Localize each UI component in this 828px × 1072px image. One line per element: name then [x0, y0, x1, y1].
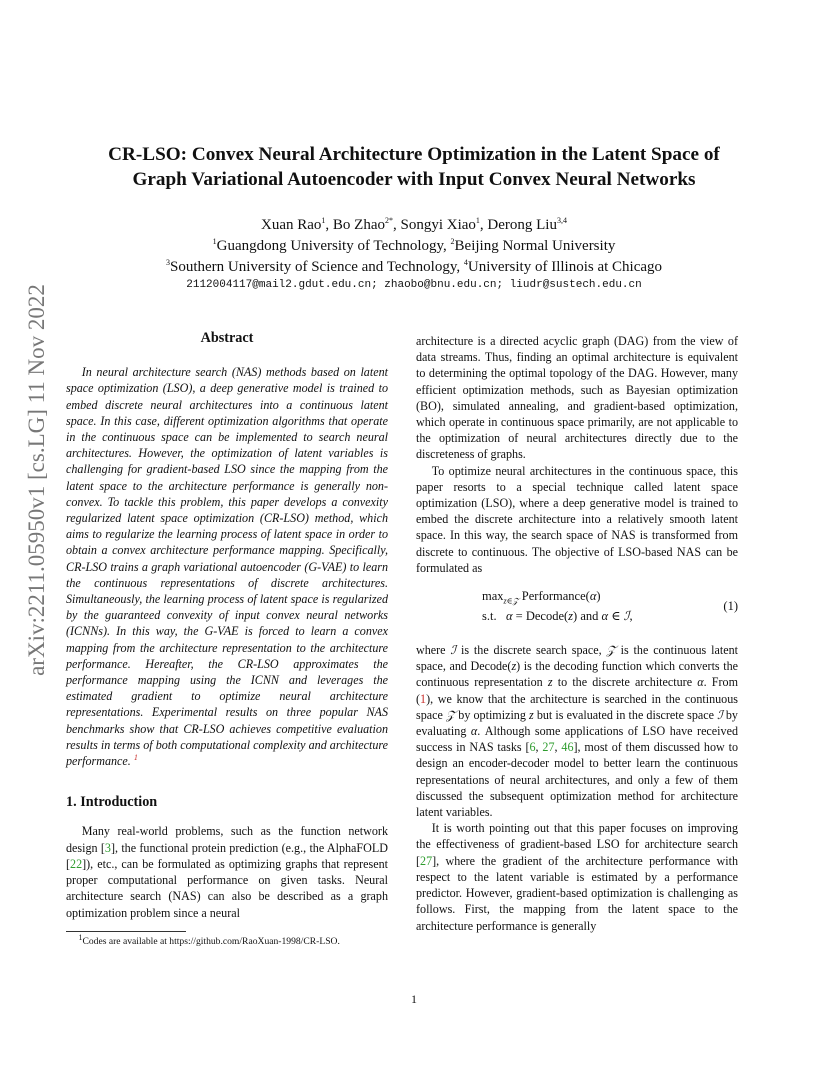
abstract-text [66, 364, 388, 769]
title-line-2: Graph Variational Autoencoder with Input Convex Neural Networks [132, 169, 696, 190]
eq-st: s.t. [482, 609, 497, 624]
p3-math: z [547, 675, 553, 690]
right-paragraph-2: To optimize neural architectures in the continuous space, this paper resorts to a special technique called latent space optimization (LSO), where a deep generative model is trained to embed the discrete architecture into a relatively smooth latent space. In this way, the search space of NAS is transformed from discrete to continuous. The objective of LSO-based NAS can be formulated as [416, 463, 738, 575]
aff-1-sup: 1 [212, 237, 217, 246]
intro-paragraph [66, 823, 388, 920]
p3-text: to the discrete architecture [552, 675, 698, 690]
equation-1 [416, 588, 738, 632]
citation-link[interactable]: 3 [104, 840, 111, 855]
p3-text: ), we know that the architecture is searched in the continuous space [416, 691, 738, 722]
p4-text: It is worth pointing out that this paper focuses on improving the effectiveness of gradient-based LSO for architecture search [ [416, 821, 738, 868]
right-paragraph-1: architecture is a directed acyclic graph (DAG) from the view of data streams. Thus, finding an optimal architecture is equivalent to determining the optimal topology of the DAG. However, many efficient optimization methods, such as Bayesian optimization (BO), simulated annealing, and gradient-based optimization, which operate in continuous space primarily, are not applicable to the optimization of neural architectures directly due to the discreteness of graphs. [416, 334, 738, 462]
p3-text: , [535, 740, 543, 755]
author-4-sup: 3,4 [556, 216, 567, 225]
p3-math: α [470, 724, 478, 739]
author-3-sup: 1 [475, 216, 480, 225]
right-column [416, 333, 738, 934]
eq-search-space: ℐ [623, 608, 630, 624]
eq-in: ∈ [608, 609, 624, 624]
author-4: , Derong Liu [479, 217, 557, 233]
intro-text-c: ]), etc., can be formulated as optimizing graphs that represent proper computational performance on given tasks. Neural architecture search (NAS) can also be described as a graph optimization problem since a neural [66, 856, 388, 920]
footnote-text: Codes are available at https://github.com/RaoXuan-1998/CR-LSO. [82, 935, 340, 947]
author-2: , Bo Zhao [325, 217, 385, 233]
aff-3-sup: 3 [165, 258, 170, 267]
citation-link[interactable]: 22 [70, 856, 83, 871]
p3-text: is the continuous latent space, and Decode( [416, 643, 738, 674]
affiliation-3: Southern University of Science and Technology, [169, 259, 464, 275]
eq-decode: = Decode( [512, 609, 569, 624]
author-1: Xuan Rao [261, 217, 322, 233]
p3-text: is the discrete search space, [456, 643, 607, 658]
eq-max-subscript: z∈𝒵 [503, 596, 519, 606]
p3-text: by optimizing [455, 707, 530, 722]
author-1-sup: 1 [321, 216, 326, 225]
citation-link[interactable]: 6 [529, 740, 536, 755]
eq-and: ) and [573, 609, 602, 624]
intro-text-b: ], the functional protein prediction (e.g., the AlphaFOLD [ [66, 840, 388, 871]
affiliation-1: Guangdong University of Technology, [216, 238, 451, 254]
p3-text: by evaluating [416, 707, 738, 739]
eq-performance: Performance( [518, 589, 590, 604]
equation-line-1 [482, 588, 601, 610]
eq-alpha: α [589, 589, 597, 604]
p4-text: ], where the gradient of the architecture performance with respect to the latent variable is estimated by a performance predictor. However, gradient-based optimization is challenging as follows. First, the mapping from the latent space to the architecture performance is generally [416, 853, 738, 933]
citation-link[interactable]: 27 [420, 853, 433, 868]
intro-text-a: Many real-world problems, such as the function network design [ [66, 824, 388, 855]
aff-2-sup: 2 [450, 237, 455, 246]
p3-math: 𝒵 [606, 643, 616, 658]
affiliations-line-2 [80, 257, 748, 278]
citation-link[interactable]: 27 [542, 740, 555, 755]
title-line-1: CR-LSO: Convex Neural Architecture Optimization in the Latent Space of [108, 144, 720, 165]
affiliation-4: University of Illinois at Chicago [467, 259, 663, 275]
affiliation-2: Beijing Normal University [454, 238, 616, 254]
p3-text: . Although some applications of LSO have received success in NAS tasks [ [416, 724, 738, 755]
p3-text: where [416, 643, 451, 658]
page-number: 1 [411, 992, 417, 1006]
author-2-sup: 2* [384, 216, 393, 225]
abstract-body: In neural architecture search (NAS) methods based on latent space optimization (LSO), a deep generative model is trained to embed discrete neural architectures into a continuous latent space. In this case, different optimization algorithms that operate in the continuous space can be implemented to search neural architectures. However, the optimization of latent variables is challenging for gradient-based LSO since the mapping from the latent space to the architecture performance is generally non-convex. To tackle this problem, this paper develops a convexity regularized latent space optimization (CR-LSO) method, which aims to regularize the learning process of latent space in order to obtain a convex architecture performance mapping. Specifically, CR-LSO trains a graph variational autoencoder (G-VAE) to learn the continuous representations of discrete architectures. Simultaneously, the learning process of latent space is regularized by the guaranteed convexity of input convex neural networks (ICNNs). In this way, the G-VAE is forced to learn a convex mapping from the architecture representation to the architecture performance. Hereafter, the CR-LSO approximates the performance mapping using the ICNN and leverages the estimated gradient to optimize neural architecture representations. Experimental results on three popular NAS benchmarks show that CR-LSO achieves competitive evaluation results in terms of both computational complexity and architecture performance. [66, 365, 388, 769]
section-heading-introduction: 1. Introduction [66, 794, 158, 811]
p3-math: α [697, 675, 704, 690]
p3-math: 𝒵 [445, 707, 456, 722]
author-block [80, 215, 748, 278]
right-paragraph-3 [416, 642, 738, 820]
author-emails: 2112004117@mail2.gdut.edu.cn; zhaobo@bnu.edu.cn; liudr@sustech.edu.cn [186, 279, 642, 291]
p3-math: ℐ [450, 643, 457, 658]
affiliations-line-1 [80, 236, 748, 257]
p3-math: z [511, 659, 517, 674]
p3-text: ) is the decoding function which converts the continuous representation [416, 659, 738, 690]
footnote [66, 932, 388, 948]
eq-end: , [629, 609, 633, 624]
right-paragraph-4 [416, 820, 738, 933]
footnote-link[interactable]: 1 [133, 753, 138, 763]
author-3: , Songyi Xiao [392, 217, 476, 233]
arxiv-identifier-text: arXiv:2211.05950v1 [cs.LG] 11 Nov 2022 [24, 284, 49, 676]
p3-math: z [529, 707, 534, 722]
citation-link[interactable]: 46 [561, 740, 574, 755]
eq-z: z [568, 609, 574, 624]
author-names [80, 215, 748, 236]
footnote-mark: 1 [78, 932, 83, 942]
eq-alpha: α [505, 609, 513, 624]
left-column [66, 330, 388, 948]
p3-text: . From ( [416, 675, 738, 706]
footnote-divider [66, 931, 186, 932]
p3-text: , [554, 740, 562, 755]
arxiv-identifier [14, 280, 54, 680]
eq-alpha: α [601, 609, 609, 624]
aff-4-sup: 4 [463, 258, 468, 267]
p3-text: ], most of them discussed how to design an encoder-decoder model to better learn the continuous representations of neural architectures, and only a few of them discussed the subsequent optimization method for architecture latent variables. [416, 740, 739, 820]
p3-math: ℐ [717, 707, 723, 722]
abstract-heading: Abstract [200, 330, 254, 346]
equation-number: (1) [723, 599, 738, 614]
eq-close: ) [596, 589, 601, 604]
paper-title [80, 142, 748, 192]
equation-line-2 [482, 608, 633, 624]
equation-ref-link[interactable]: 1 [420, 691, 427, 706]
p3-text: but is evaluated in the discrete space [533, 707, 718, 722]
eq-max: max [482, 589, 504, 604]
